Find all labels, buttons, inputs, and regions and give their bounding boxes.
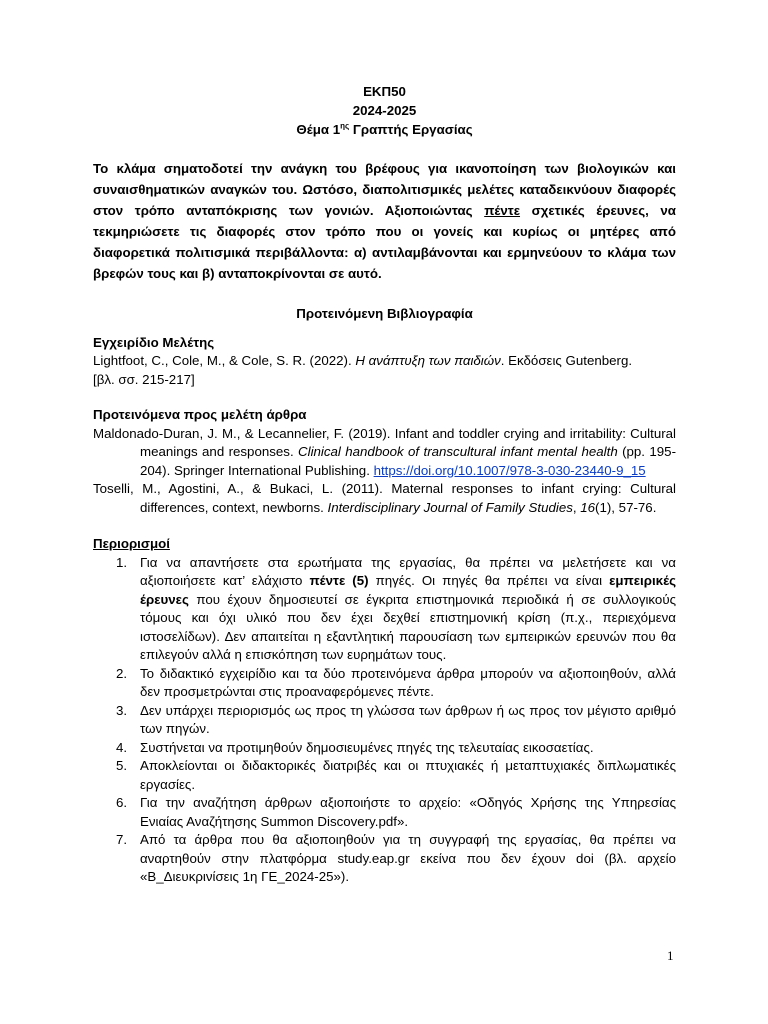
list-item: 5. Αποκλείονται οι διδακτορικές διατριβές και οι πτυχιακές ή μεταπτυχιακές διπλωματικές εργασίες.	[116, 758, 676, 792]
list-item: 1. Για να απαντήσετε στα ερωτήματα της εργασίας, θα πρέπει να μελετήσετε και να αξιοποιήσετε κατ’ ελάχιστο πέντε (5) πηγές. Οι πηγές θα πρέπει να είναι εμπειρικές έρευνες που έχουν δημοσιευτεί σε έγκριτα επιστημονικά περιοδικά ή σε συλλογικούς τόμους και όχι υλικό που δεν έχει δεχθεί επιστημονική κρίση (π.χ., περιεχόμενα ιστοσελίδων). Δεν απαιτείται η εξαντλητική παρουσίαση των εμπειρικών ερευνών που θα επιλεγούν αλλά η επισκόπηση των ευρημάτων τους.	[116, 554, 676, 662]
handbook-heading: Εγχειρίδιο Μελέτης	[93, 334, 215, 350]
restrictions-list	[93, 554, 676, 887]
assignment-question: Το κλάμα σηματοδοτεί την ανάγκη του βρέφους για ικανοποίηση των βιολογικών και συναισθηματικών αναγκών του. Ωστόσο, διαπολιτισμικές μελέτες καταδεικνύουν διαφορές στον τρόπο ανταπόκρισης των γονιών. Αξιοποιώντας πέντε σχετικές έρευνες, να τεκμηριώσετε τις διαφορές στον τρόπο που οι γονείς και κυρίως οι μητέρες από διαφορετικά πολιτισμικά περιβάλλοντα: α) αντιλαμβάνονται και ερμηνεύουν το κλάμα των βρεφών τους και β) ανταποκρίνονται σε αυτό.	[93, 161, 676, 281]
reference-toselli: Toselli, M., Agostini, A., & Bukaci, L. (2011). Maternal responses to infant crying: Cultural differences, context, newborns. Interdisciplinary Journal of Family Studies, 16(1), 57-76.	[93, 481, 676, 515]
assignment-topic: Θέμα $1^{\eta\varsigma}$ Γραπτής Εργασίας	[296, 121, 473, 137]
document-page	[93, 82, 676, 887]
handbook-reference: Lightfoot, C., Cole, M., & Cole, S. R. (2022). Η ανάπτυξη των παιδιών. Εκδόσεις Gutenberg.	[93, 353, 633, 368]
list-item: 3. Δεν υπάρχει περιορισμός ως προς τη γλώσσα των άρθρων ή ως προς τον μέγιστο αριθμό των πηγών.	[116, 702, 676, 736]
doi-link[interactable]: https://doi.org/10.1007/978-3-030-23440-9_15	[373, 462, 646, 478]
restrictions-heading: Περιορισμοί	[93, 536, 170, 551]
page-number: 1	[667, 948, 674, 963]
academic-year: 2024-2025	[352, 103, 417, 118]
handbook-pages: [βλ. σσ. 215-217]	[93, 371, 195, 387]
list-item: 6. Για την αναζήτηση άρθρων αξιοποιήστε το αρχείο: «Οδηγός Χρήσης της Υπηρεσίας Ενιαίας Αναζήτησης Summon Discovery.pdf».	[116, 795, 676, 829]
emphasized-count: πέντε	[484, 203, 521, 218]
articles-heading: Προτεινόμενα προς μελέτη άρθρα	[93, 407, 307, 422]
course-code: ΕΚΠ50	[363, 84, 406, 99]
bibliography-title: Προτεινόμενη Βιβλιογραφία	[296, 306, 473, 321]
reference-maldonado: Maldonado-Duran, J. M., & Lecannelier, F. (2019). Infant and toddler crying and irritability: Cultural meanings and responses. Clinical handbook of transcultural infant mental health (pp. 195-204). Springer International Publishing. https://doi.org/10.1007/978-3-030-23440-9_15	[93, 425, 676, 478]
list-item: 4. Συστήνεται να προτιμηθούν δημοσιευμένες πηγές της τελευταίας εικοσαετίας.	[116, 739, 594, 755]
list-item: 7. Από τα άρθρα που θα αξιοποιηθούν για τη συγγραφή της εργασίας, θα πρέπει να αναρτηθούν στην πλατφόρμα study.eap.gr εκείνα που δεν έχουν doi (βλ. αρχείο «Β_Διευκρινίσεις 1η ΓΕ_2024-25»).	[116, 832, 676, 884]
list-item: 2. Το διδακτικό εγχειρίδιο και τα δύο προτεινόμενα άρθρα μπορούν να αξιοποιηθούν, αλλά δεν προσμετρώνται στις προαναφερόμενες πέντε.	[116, 665, 676, 699]
